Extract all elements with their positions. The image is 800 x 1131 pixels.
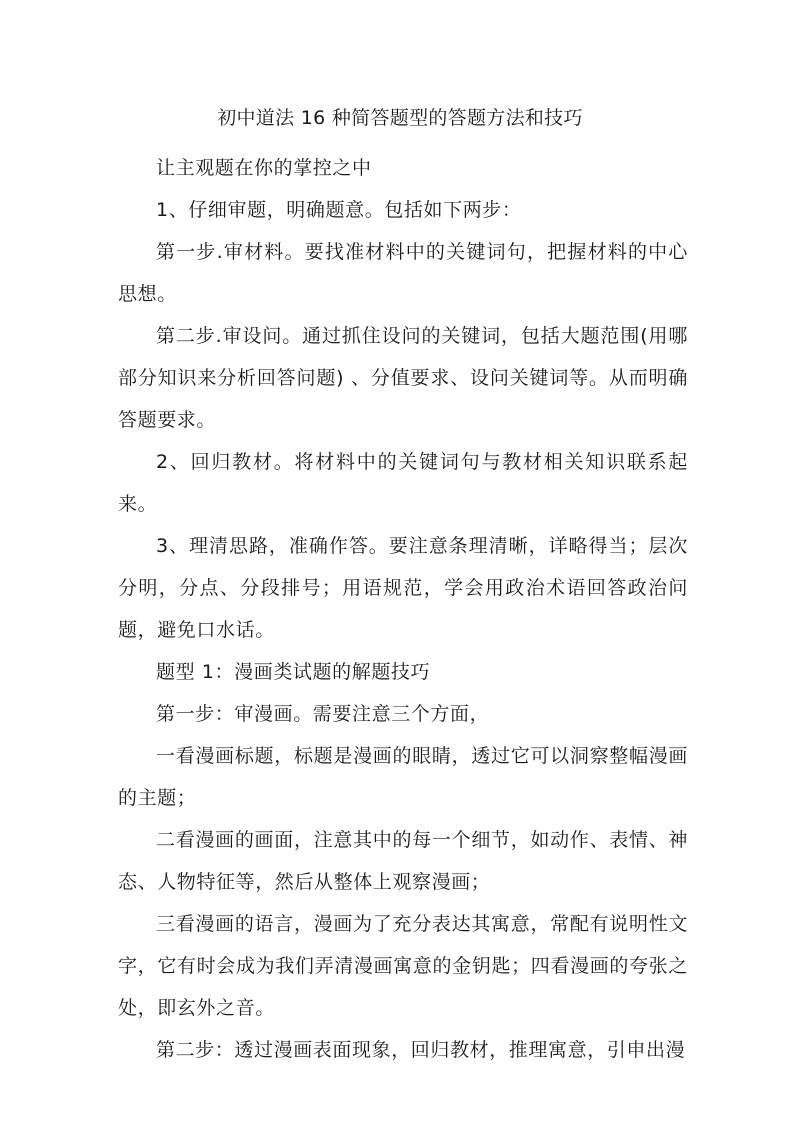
document-body: [118, 147, 688, 1071]
paragraph: 让主观题在你的掌控之中: [156, 157, 372, 179]
paragraph: 第一步.审材料。要找准材料中的关键词句，把握材料的中心思想。: [118, 241, 688, 305]
paragraph: 第二步.审设问。通过抓住设问的关键词，包括大题范围(用哪部分知识来分析回答问题) 、分值要求、设问关键词等。从而明确答题要求。: [118, 325, 688, 431]
paragraph: 三看漫画的语言，漫画为了充分表达其寓意，常配有说明性文字，它有时会成为我们弄清漫画寓意的金钥匙；四看漫画的夸张之处，即玄外之音。: [118, 913, 688, 1019]
paragraph: 1、仔细审题，明确题意。包括如下两步：: [156, 199, 522, 221]
paragraph: 第二步：透过漫画表面现象，回归教材，推理寓意，引申出漫: [156, 1039, 686, 1061]
paragraph: 第一步：审漫画。需要注意三个方面，: [156, 703, 490, 725]
document-title: 初中道法 16 种简答题型的答题方法和技巧: [217, 107, 583, 129]
paragraph: 3、理清思路，准确作答。要注意条理清晰，详略得当；层次分明，分点、分段排号；用语规范，学会用政治术语回答政治问题，避免口水话。: [118, 535, 688, 641]
paragraph: 一看漫画标题，标题是漫画的眼睛，透过它可以洞察整幅漫画的主题；: [118, 745, 688, 809]
paragraph: 题型 1：漫画类试题的解题技巧: [156, 661, 431, 683]
paragraph: 二看漫画的画面，注意其中的每一个细节，如动作、表情、神态、人物特征等，然后从整体上观察漫画；: [118, 829, 688, 893]
paragraph: 2、回归教材。将材料中的关键词句与教材相关知识联系起来。: [118, 451, 688, 515]
